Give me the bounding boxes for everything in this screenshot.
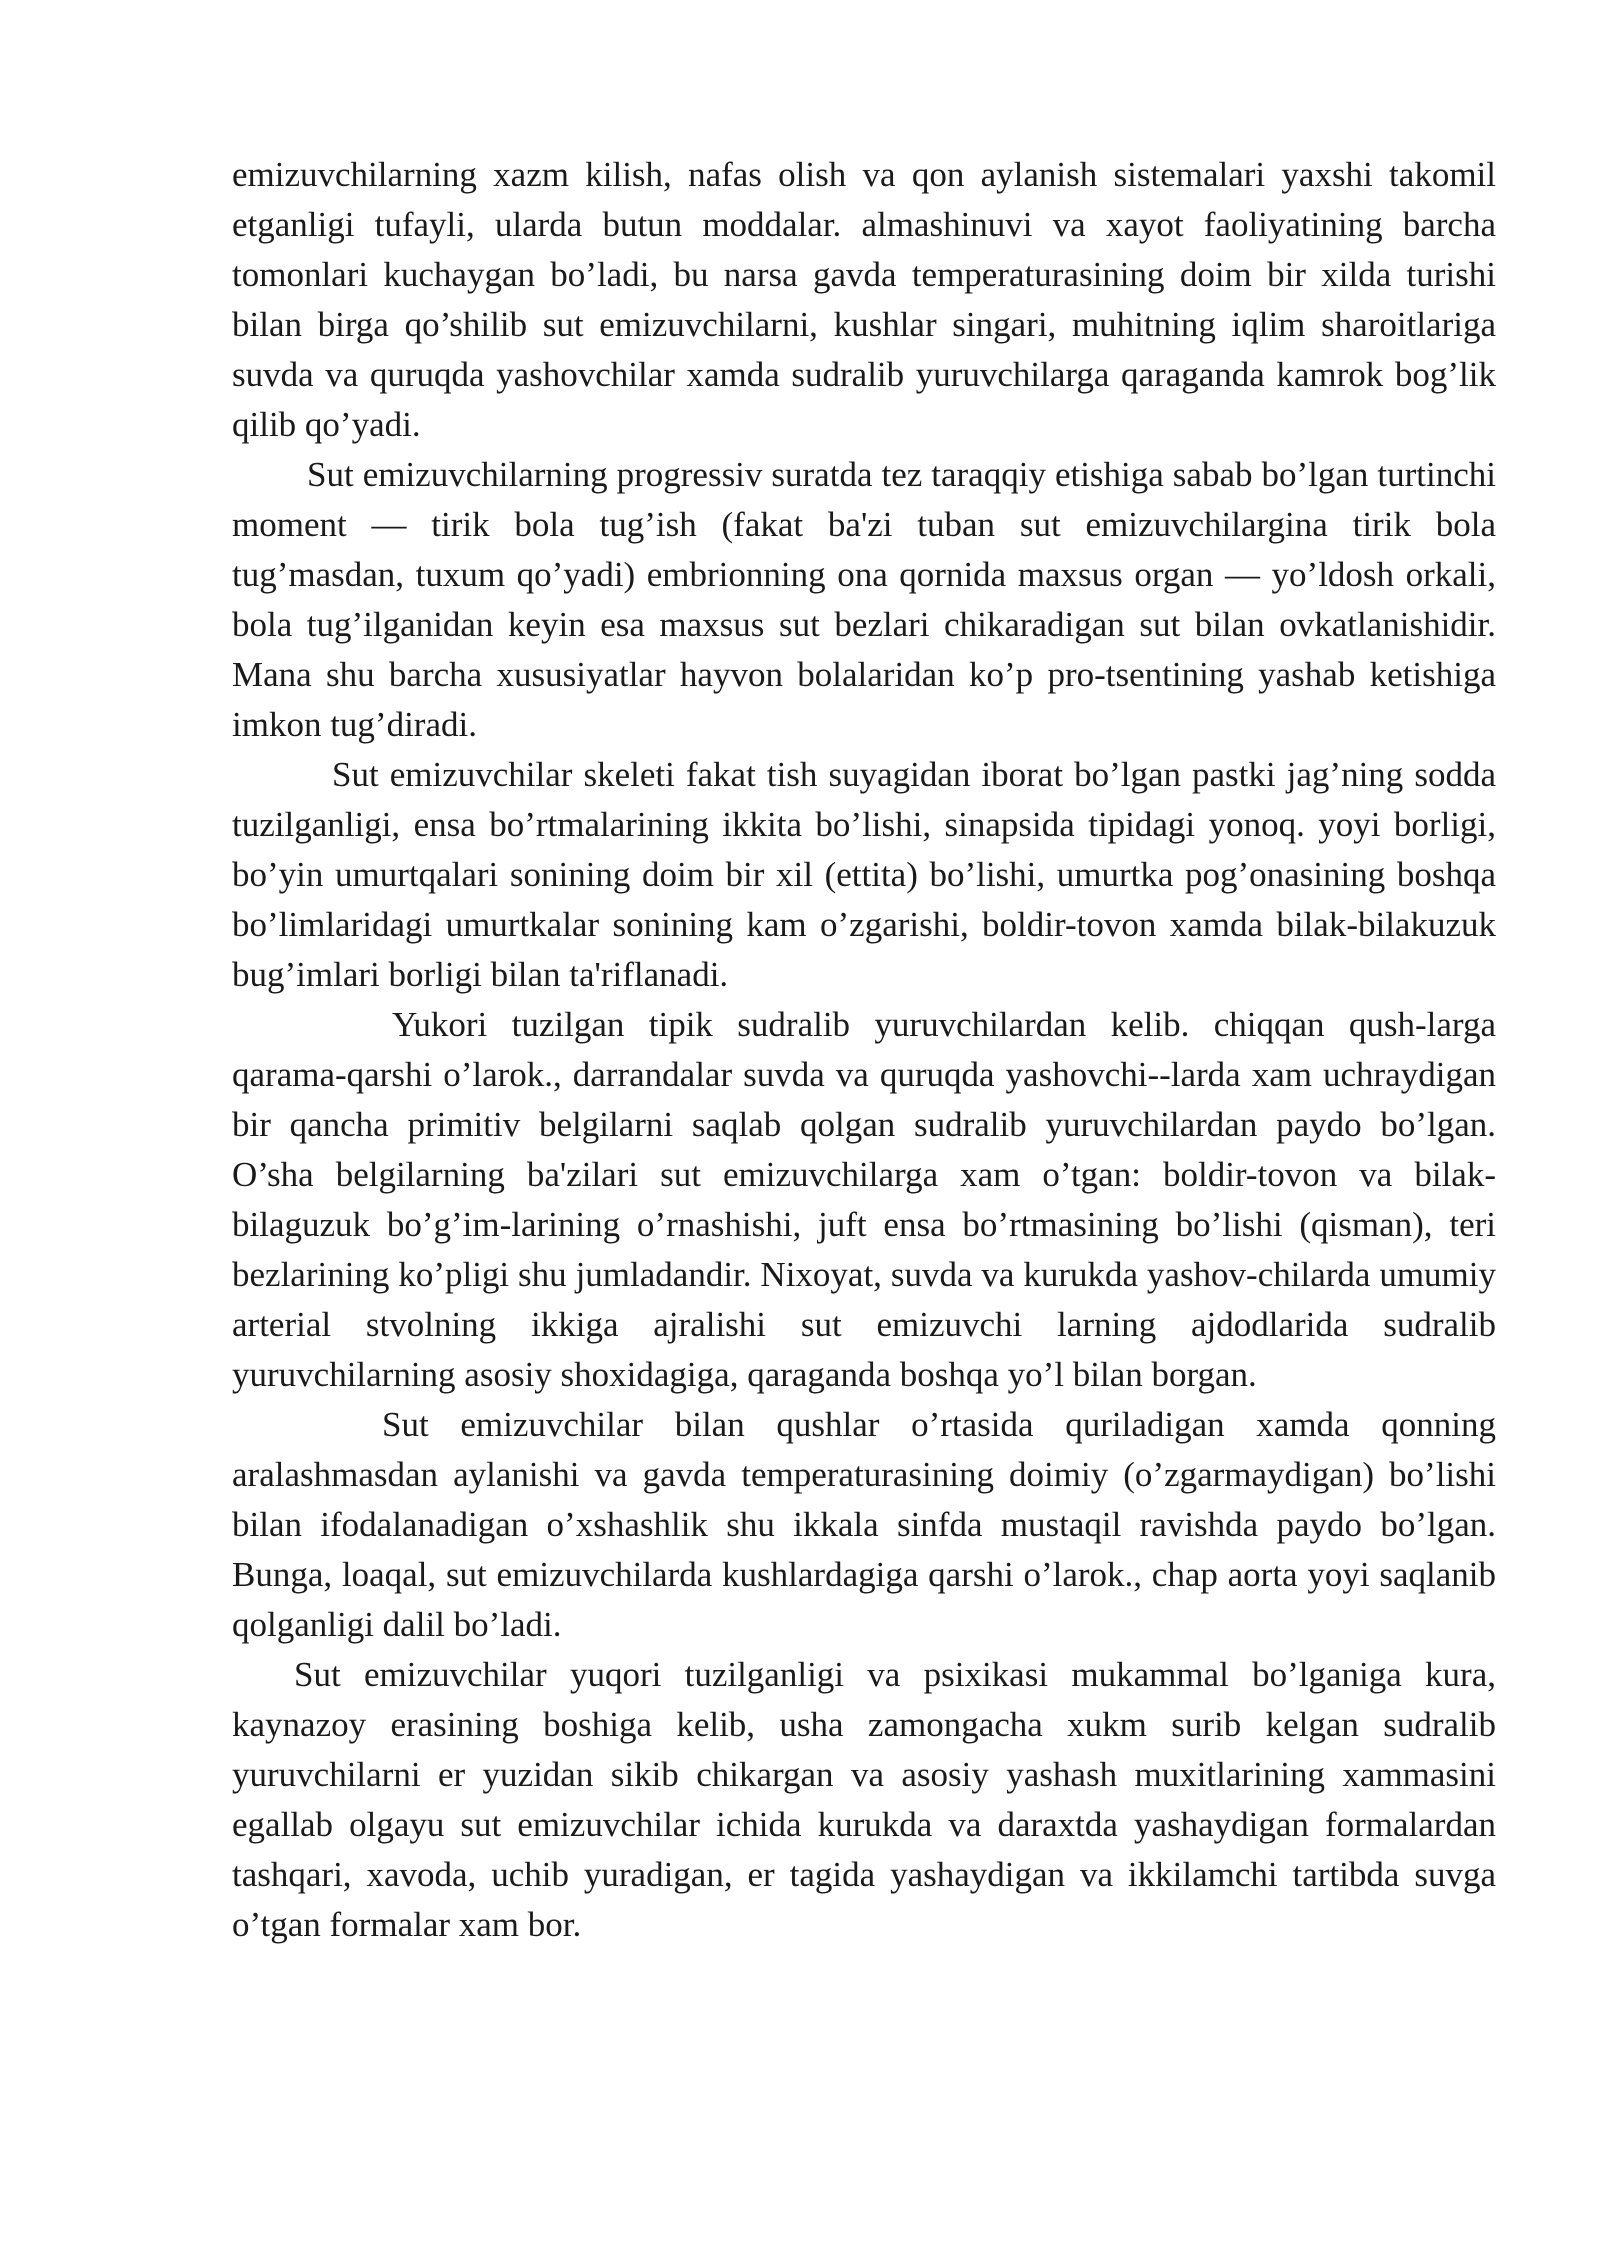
paragraph-6: Sut emizuvchilar yuqori tuzilganligi va psixikasi mukammal bo’lganiga kura, kaynazoy erasining boshiga kelib, usha zamongacha xukm surib kelgan sudralib yuruvchilarni er yuzidan sikib chikargan va asosiy yashash muxitlarining xammasini egallab olgayu sut emizuvchilar ichida kurukda va daraxtda yashaydigan formalardan tashqari, xavoda, uchib yuradigan, er tagida yashaydigan va ikkilamchi tartibda suvga o’tgan formalar xam bor. [232,1655,1496,1944]
paragraph-1: emizuvchilarning xazm kilish, nafas olish va qon aylanish sistemalari yaxshi takomil etganligi tufayli, ularda butun moddalar. almashinuvi va xayot faoliyatining barcha tomonlari kuchaygan bo’ladi, bu narsa gavda temperaturasining doim bir xilda turishi bilan birga qo’shilib sut emizuvchilarni, kushlar singari, muhitning iqlim sharoitlariga suvda va quruqda yashovchilar xamda sudralib yuruvchilarga qaraganda kamrok bog’lik qilib qo’yadi. [232,155,1496,444]
paragraph-2: Sut emizuvchilarning progressiv suratda tez taraqqiy etishiga sabab bo’lgan turtinchi moment — tirik bola tug’ish (fakat ba'zi tuban sut emizuvchilargina tirik bola tug’masdan, tuxum qo’yadi) embrionning ona qornida maxsus organ — yo’ldosh orkali, bola tug’ilganidan keyin esa maxsus sut bezlari chikaradigan sut bilan ovkatlanishidir. Mana shu barcha xususiyatlar hayvon bolalaridan ko’p pro-tsentining yashab ketishiga imkon tug’diradi. [232,455,1496,744]
paragraph-5: Sut emizuvchilar bilan qushlar o’rtasida quriladigan xamda qonning aralashmasdan aylanishi va gavda temperaturasining doimiy (o’zgarmaydigan) bo’lishi bilan ifodalanadigan o’xshashlik shu ikkala sinfda mustaqil ravishda paydo bo’lgan. Bunga, loaqal, sut emizuvchilarda kushlardagiga qarshi o’larok., chap aorta yoyi saqlanib qolganligi dalil bo’ladi. [232,1405,1496,1644]
document-page [232,150,1496,1950]
paragraph-4: Yukori tuzilgan tipik sudralib yuruvchilardan kelib. chiqqan qush-larga qarama-qarshi o’larok., darrandalar suvda va quruqda yashovchi--larda xam uchraydigan bir qancha primitiv belgilarni saqlab qolgan sudralib yuruvchilardan paydo bo’lgan. O’sha belgilarning ba'zilari sut emizuvchilarga xam o’tgan: boldir-tovon va bilak-bilaguzuk bo’g’im-larining o’rnashishi, juft ensa bo’rtmasining bo’lishi (qisman), teri bezlarining ko’pligi shu jumladandir. Nixoyat, suvda va kurukda yashov-chilarda umumiy arterial stvolning ikkiga ajralishi sut emizuvchi larning ajdodlarida sudralib yuruvchilarning asosiy shoxidagiga, qaraganda boshqa yo’l bilan borgan. [232,1005,1496,1394]
paragraph-3: Sut emizuvchilar skeleti fakat tish suyagidan iborat bo’lgan pastki jag’ning sodda tuzilganligi, ensa bo’rtmalarining ikkita bo’lishi, sinapsida tipidagi yonoq. yoyi borligi, bo’yin umurtqalari sonining doim bir xil (ettita) bo’lishi, umurtka pog’onasining boshqa bo’limlaridagi umurtkalar sonining kam o’zgarishi, boldir-tovon xamda bilak-bilakuzuk bug’imlari borligi bilan ta'riflanadi. [232,755,1496,994]
